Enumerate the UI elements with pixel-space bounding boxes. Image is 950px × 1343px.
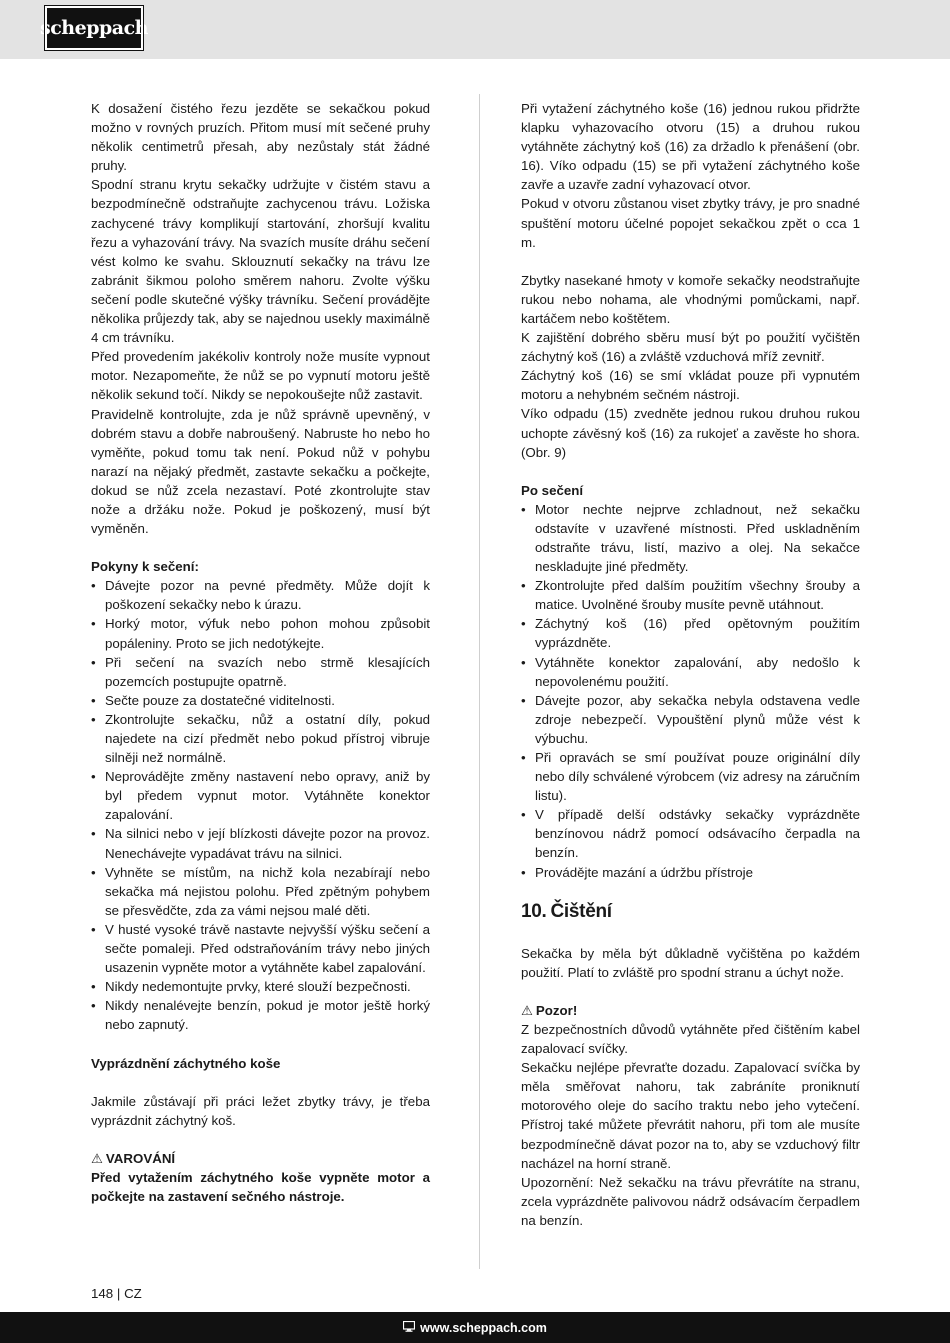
list-item: • Dávejte pozor na pevné předměty. Může dojít k poškození sekačky nebo k úrazu. <box>91 576 430 614</box>
paragraph: Pokud v otvoru zůstanou viset zbytky trávy, je pro snadné spuštění motoru účelné popojet sekačkou zpět o cca 1 m. <box>521 196 860 250</box>
website-link[interactable]: www.scheppach.com <box>420 1320 547 1335</box>
warning-triangle-icon: ⚠ <box>91 1150 103 1166</box>
list-item: • Nikdy nedemontujte prvky, které slouží bezpečnosti. <box>91 977 430 996</box>
caution-heading <box>521 1001 860 1020</box>
warning-label: VAROVÁNÍ <box>105 1150 176 1166</box>
page-separator: | <box>116 1286 121 1301</box>
paragraph: Víko odpadu (15) zvedněte jednou rukou druhou rukou uchopte závěsný koš (16) za rukojeť a zavěste ho shora. (Obr. 9) <box>521 406 860 460</box>
header-band <box>0 0 950 59</box>
list-item: • Dávejte pozor, aby sekačka nebyla odstavena vedle zdroje nebezpečí. Vypouštění plynů může vést k výbuchu. <box>521 691 860 748</box>
warning-heading <box>91 1149 430 1168</box>
list-item: • Neprovádějte změny nastavení nebo opravy, aniž by byl předem vypnut motor. Vytáhněte konektor zapalování. <box>91 767 430 824</box>
warning-triangle-icon: ⚠ <box>521 1002 533 1018</box>
paragraph: Sekačka by měla být důkladně vyčištěna po každém použití. Platí to zvláště pro spodní stranu a úchyt nože. <box>521 945 860 980</box>
page-number-value: 148 <box>91 1286 114 1301</box>
scheppach-logo: scheppach <box>45 6 143 50</box>
list-item: • Při opravách se smí používat pouze originální díly nebo díly schválené výrobcem (viz adresy na záručním listu). <box>521 748 860 805</box>
paragraph: Spodní stranu krytu sekačky udržujte v čistém stavu a bezpodmínečně odstraňujte zachycenou trávu. Ložiska zachycené trávy komplikují startování, zhoršují kvalitu řezu a vyhazování trávy. Na svazích musíte dráhu sečení vést kolmo ke svahu. Sklouznutí sekačky na trávu lze zabránit šikmou poloho směrem nahoru. Zvolte výšku sečení podle skutečné výšky trávníku. Sečení provádějte několika průjezdy tak, aby se najednou usekly maximálně 4 cm trávníku. <box>91 177 430 346</box>
paragraph: Při vytažení záchytného koše (16) jednou rukou přidržte klapku vyhazovacího otvoru (15) a druhou rukou vytáhněte záchytný koš (16) za držadlo k přenášení (obr. 16). Víko odpadu (15) se při vytažení záchytného koše zavře a uzavře zadní vyhazovací otvor. <box>521 101 860 193</box>
section-number: 10. <box>521 900 547 922</box>
paragraph: Zbytky nasekané hmoty v komoře sekačky neodstraňujte rukou nebo nohama, ale vhodnými pomůckami, např. kartáčem nebo koštětem. <box>521 272 860 326</box>
list-item: • Záchytný koš (16) před opětovným použitím vyprázdněte. <box>521 614 860 652</box>
section-title-text: Čištění <box>550 900 612 922</box>
list-item: • Vyhněte se místům, na nichž kola nezabírají nebo sekačka má nejistou polohu. Před zpětným pohybem se přesvědčte, zda za vámi nejsou malé děti. <box>91 863 430 920</box>
paragraph: Pravidelně kontrolujte, zda je nůž správně upevněný, v dobrém stavu a dobře nabroušený. Nabruste ho nebo ho vyměňte, pokud tomu tak není. Pokud nůž v pohybu narazí na nějaký předmět, zastavte sekačku a počkejte, dokud se nůž zcela nezastaví. Poté zkontrolujte stav nože a držáku nože. Pokud je poškozený, musí být vyměněn. <box>91 406 430 537</box>
paragraph: Jakmile zůstávají při práci ležet zbytky trávy, je třeba vyprázdnit záchytný koš. <box>91 1093 430 1128</box>
pokyny-list <box>91 576 430 1034</box>
list-item: • Vytáhněte konektor zapalování, aby nedošlo k nepovolenému použití. <box>521 653 860 691</box>
paragraph: Z bezpečnostních důvodů vytáhněte před čištěním kabel zapalovací svíčky. <box>521 1021 860 1057</box>
footer-band <box>0 1312 950 1343</box>
list-item: • Při sečení na svazích nebo strmě klesajících pozemcích postupujte opatrně. <box>91 653 430 691</box>
paragraph: Před provedením jakékoliv kontroly nože musíte vypnout motor. Nezapomeňte, že nůž se po vypnutí motoru ještě několik sekund točí. Nikdy se nepokoušejte nůž zastavit. <box>91 349 430 403</box>
section-title <box>521 900 860 924</box>
paragraph: Sekačku nejlépe převraťte dozadu. Zapalovací svíčka by měla směřovat nahoru, tak zabráníte proniknutí motorového oleje do sacího traktu nebo jeho vytečení. Přístroj také můžete převrátit nahoru, při tom ale musíte bezpodmínečně dávat pozor na to, aby se vzduchový filtr nacházel na horní straně. <box>521 1060 860 1171</box>
list-item: • V případě delší odstávky sekačky vyprázdněte benzínovou nádrž pomocí odsávacího čerpadla na benzín. <box>521 805 860 862</box>
column-divider <box>479 94 480 1269</box>
list-item: • Provádějte mazání a údržbu přístroje <box>521 863 860 882</box>
list-item: • Zkontrolujte sekačku, nůž a ostatní díly, pokud najedete na cizí předmět nebo pokud přístroj vibruje silněji než normálně. <box>91 710 430 767</box>
paragraph: Upozornění: Než sekačku na trávu převrátíte na stranu, zcela vyprázdněte palivovou nádrž odsávacím čerpadlem na benzín. <box>521 1174 860 1228</box>
paragraph: K dosažení čistého řezu jezděte se sekačkou pokud možno v rovných pruzích. Přitom musí mít sečené pruhy několik centimetrů přesah, aby nezůstaly stát žádné pruhy. <box>91 101 430 174</box>
warning-text: Před vytažením záchytného koše vypněte motor a počkejte na zastavení sečného nástroje. <box>91 1169 430 1204</box>
language-code: CZ <box>124 1286 142 1301</box>
monitor-icon <box>403 1321 415 1335</box>
po-seceni-list <box>521 500 860 882</box>
list-item: • Zkontrolujte před dalším použitím všechny šrouby a matice. Uvolněné šrouby musíte pevně utáhnout. <box>521 576 860 614</box>
left-column <box>91 99 430 1206</box>
caution-label: Pozor! <box>535 1002 578 1018</box>
page-number <box>91 1286 142 1301</box>
list-item: • V husté vysoké trávě nastavte nejvyšší výšku sečení a sečte pomaleji. Před odstraňováním trávy nebo jiných usazenin vypněte motor a vytáhněte kabel zapalování. <box>91 920 430 977</box>
paragraph: Záchytný koš (16) se smí vkládat pouze při vypnutém motoru a nehybném sečném nástroji. <box>521 368 860 403</box>
list-item: • Sečte pouze za dostatečné viditelnosti. <box>91 691 430 710</box>
list-item: • Motor nechte nejprve zchladnout, než sekačku odstavíte v uzavřené místnosti. Před uskladněním odstraňte trávu, listí, mazivo a olej. Na sekačce neskladujte jiné předměty. <box>521 500 860 576</box>
right-column <box>521 99 860 1230</box>
vyprazdneni-heading: Vyprázdnění záchytného koše <box>91 1055 281 1071</box>
pokyny-heading: Pokyny k sečení: <box>91 559 199 575</box>
paragraph: K zajištění dobrého sběru musí být po použití vyčištěn záchytný koš (16) a zvláště vzduchová mříž zevnitř. <box>521 330 860 365</box>
list-item: • Nikdy nenalévejte benzín, pokud je motor ještě horký nebo zapnutý. <box>91 996 430 1034</box>
list-item: • Horký motor, výfuk nebo pohon mohou způsobit popáleniny. Proto se jich nedotýkejte. <box>91 614 430 652</box>
po-seceni-heading: Po sečení <box>521 482 584 498</box>
list-item: • Na silnici nebo v její blízkosti dávejte pozor na provoz. Nenechávejte vypadávat trávu na silnici. <box>91 824 430 862</box>
